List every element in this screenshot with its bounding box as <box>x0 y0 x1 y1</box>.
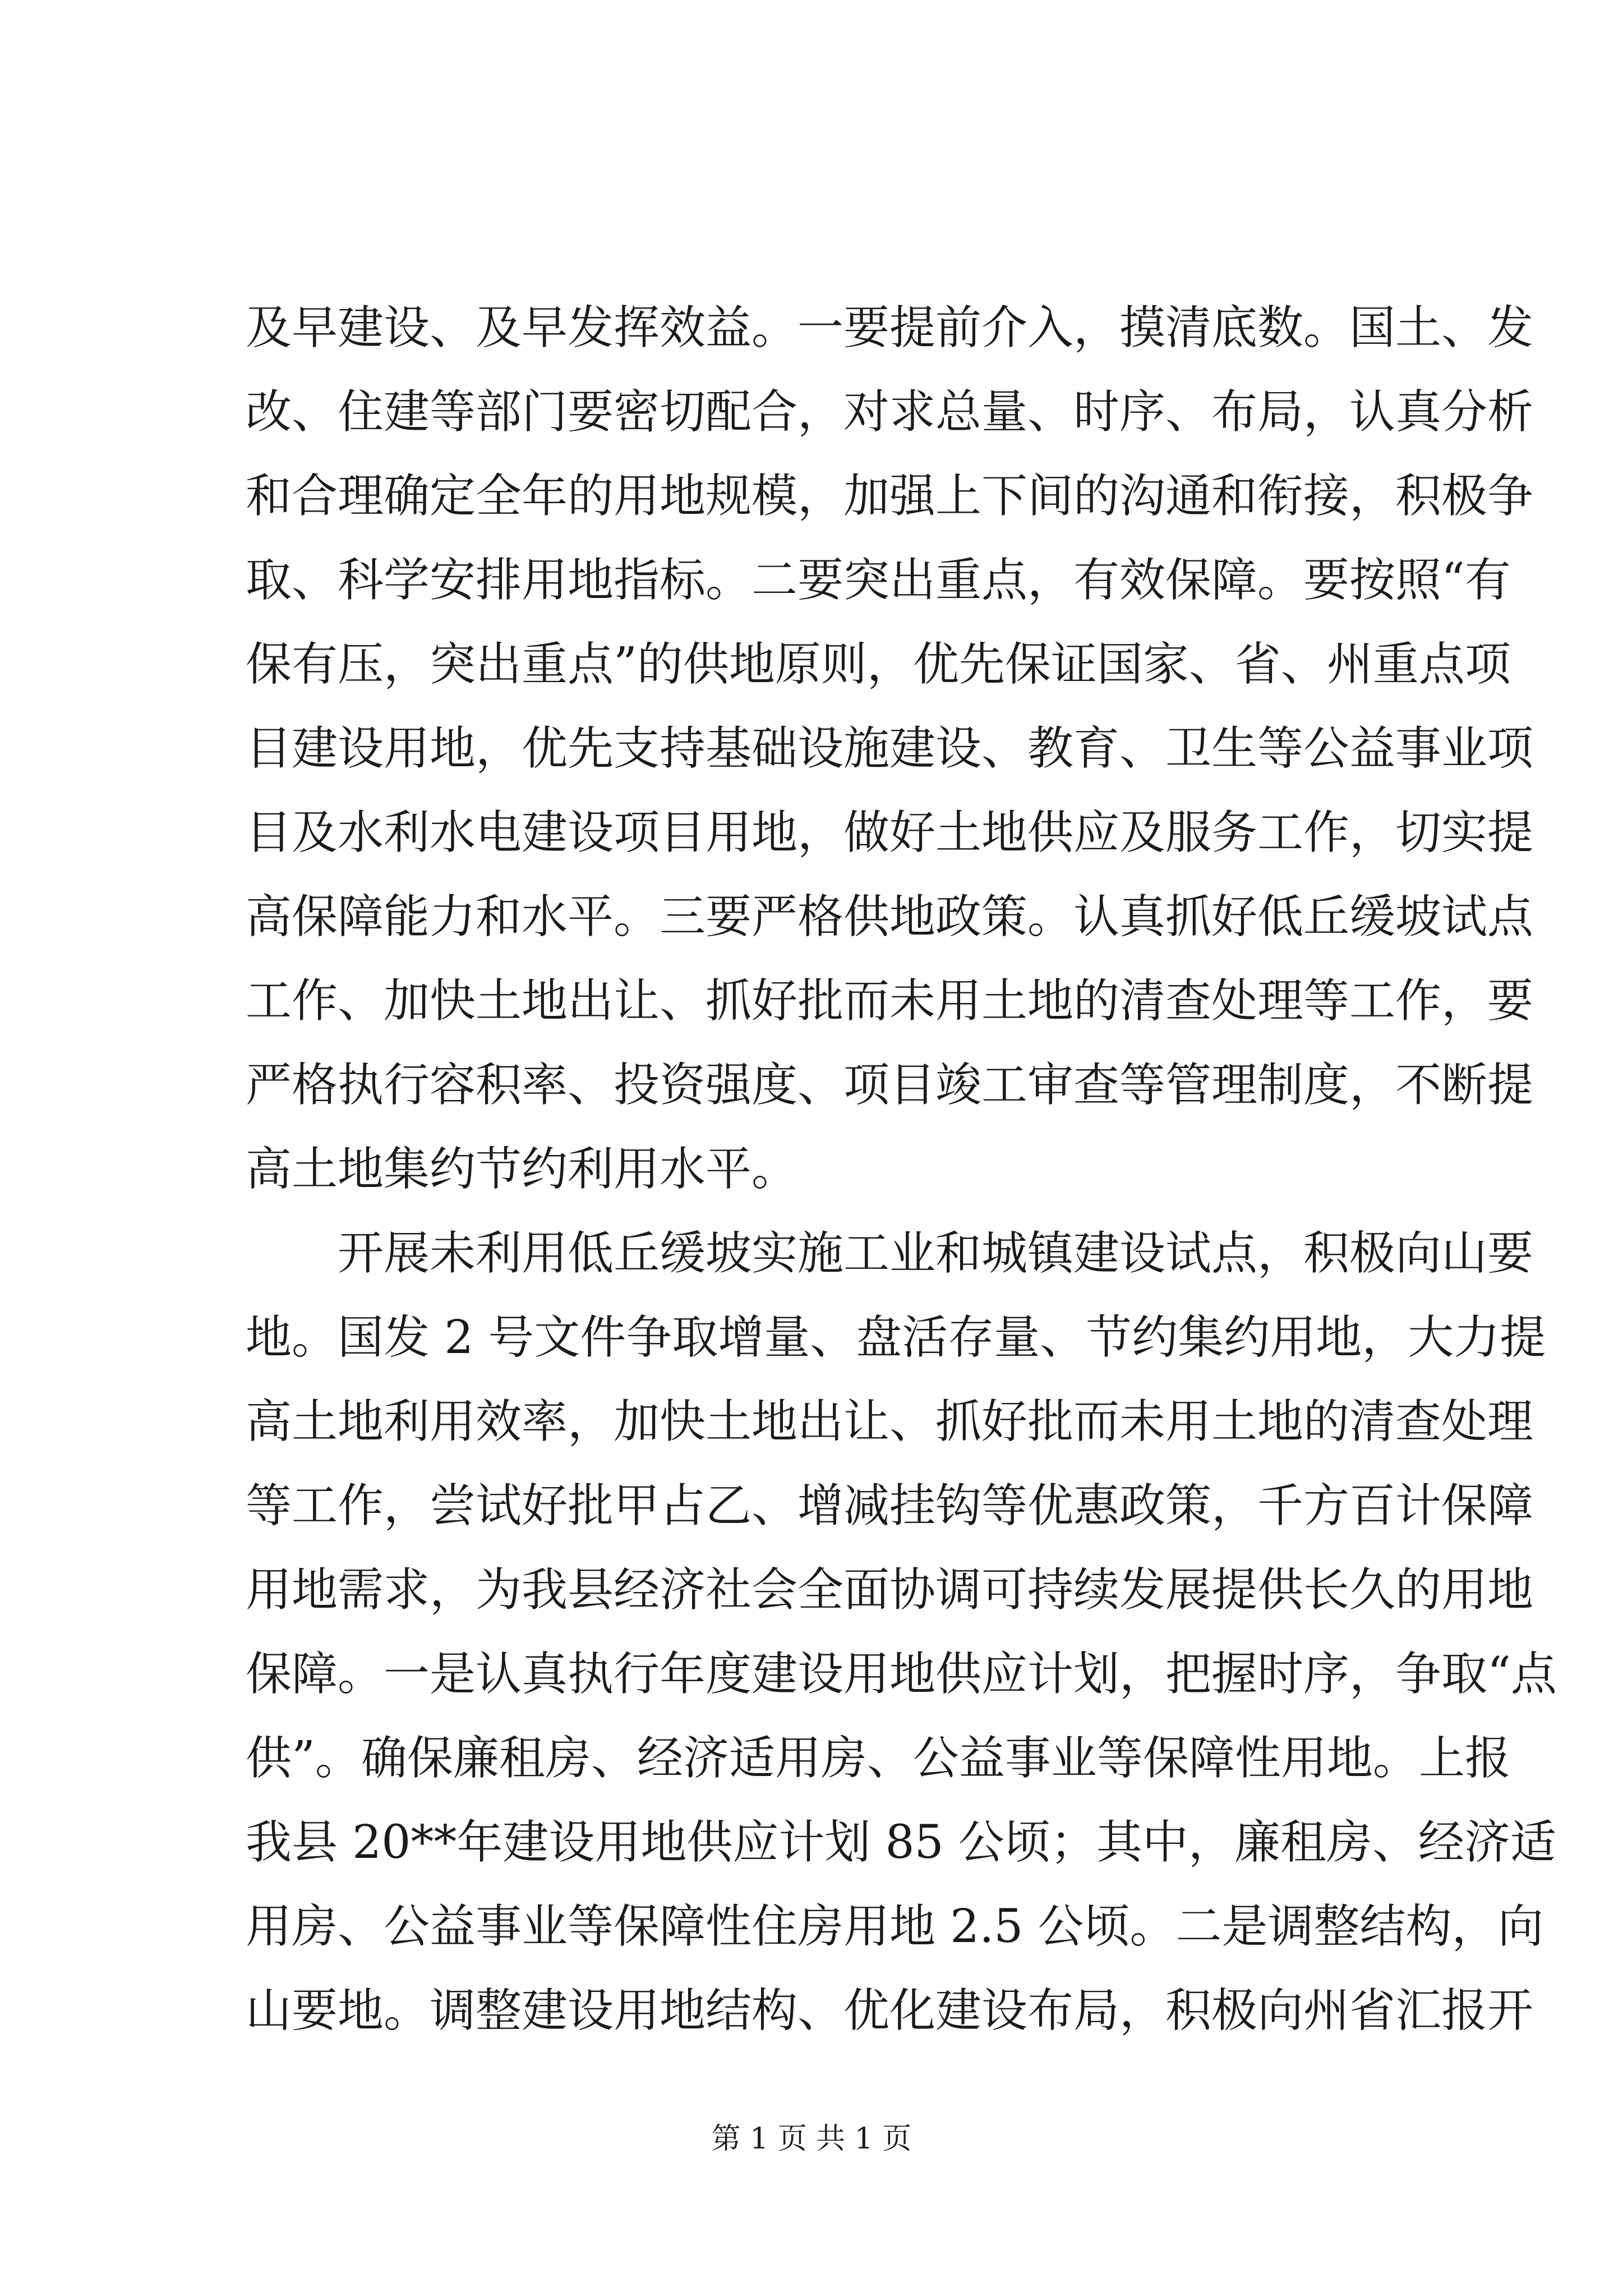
paragraph-line: 供”。确保廉租房、经济适用房、公益事业等保障性用地。上报 <box>246 1732 1511 1785</box>
paragraph-line: 高保障能力和水平。三要严格供地政策。认真抓好低丘缓坡试点 <box>246 890 1534 944</box>
paragraph-line: 山要地。调整建设用地结构、优化建设布局，积极向州省汇报开 <box>246 1984 1534 2037</box>
page-footer <box>0 2115 1623 2157</box>
paragraph-line: 高土地利用效率，加快土地出让、抓好批而未用土地的清查处理 <box>246 1395 1534 1448</box>
body-text <box>246 286 1557 2053</box>
paragraph-line: 我县 20**年建设用地供应计划 85 公顷；其中，廉租房、经济适 <box>246 1816 1556 1869</box>
paragraph-line: 高土地集约节约利用水平。 <box>246 1143 798 1196</box>
page-number-label: 第 1 页 共 1 页 <box>711 2122 912 2156</box>
paragraph-line: 和合理确定全年的用地规模，加强上下间的沟通和衔接，积极争 <box>246 470 1534 523</box>
paragraph-line: 地。国发 2 号文件争取增量、盘活存量、节约集约用地，大力提 <box>246 1311 1546 1364</box>
paragraph-line: 改、住建等部门要密切配合，对求总量、时序、布局，认真分析 <box>246 385 1534 439</box>
paragraph-line: 用地需求，为我县经济社会全面协调可持续发展提供长久的用地 <box>246 1563 1534 1617</box>
paragraph-line: 目建设用地，优先支持基础设施建设、教育、卫生等公益事业项 <box>246 722 1534 775</box>
paragraph-line: 取、科学安排用地指标。二要突出重点，有效保障。要按照“有 <box>246 554 1511 607</box>
paragraph-line: 目及水利水电建设项目用地，做好土地供应及服务工作，切实提 <box>246 806 1534 859</box>
paragraph-line: 严格执行容积率、投资强度、项目竣工审查等管理制度，不断提 <box>246 1059 1534 1112</box>
paragraph-line: 及早建设、及早发挥效益。一要提前介入，摸清底数。国土、发 <box>246 301 1534 355</box>
paragraph-line: 工作、加快土地出让、抓好批而未用土地的清查处理等工作，要 <box>246 974 1534 1028</box>
paragraph-line: 等工作，尝试好批甲占乙、增减挂钩等优惠政策，千方百计保障 <box>246 1479 1534 1533</box>
paragraph-line: 保障。一是认真执行年度建设用地供应计划，把握时序，争取“点 <box>246 1648 1557 1701</box>
paragraph-line: 用房、公益事业等保障性住房用地 2.5 公顷。二是调整结构，向 <box>246 1900 1544 1953</box>
paragraph-line: 保有压，突出重点”的供地原则，优先保证国家、省、州重点项 <box>246 638 1511 691</box>
paragraph-line: 开展未利用低丘缓坡实施工业和城镇建设试点，积极向山要 <box>338 1227 1534 1280</box>
